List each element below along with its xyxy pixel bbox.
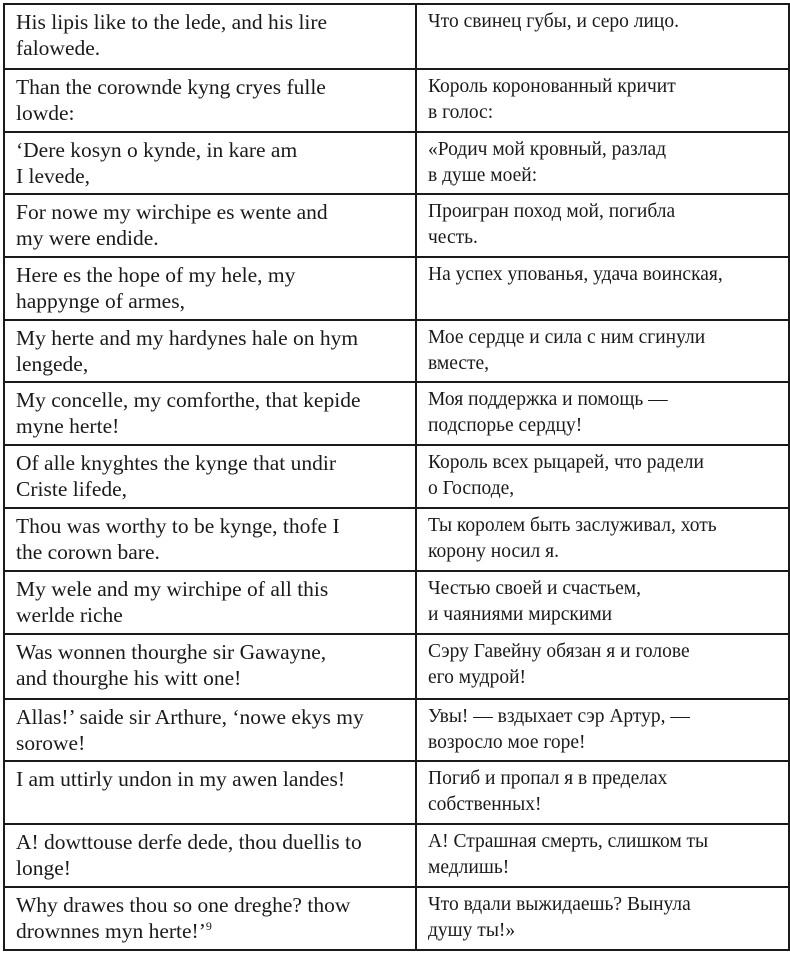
russian-verse-cell [416,761,789,824]
english-verse-line: happynge of armes, [16,289,185,313]
english-verse-cell [4,634,416,699]
english-verse-line: ‘Dere kosyn o kynde, in kare am [16,138,298,162]
english-verse-line: His lipis like to the lede, and his lire [16,10,328,34]
russian-verse-line: о Господе, [428,478,515,499]
english-verse-line: my were endide. [16,226,159,250]
russian-verse-cell [416,69,789,132]
verse-row [4,571,789,634]
russian-verse-line: подспорье сердцу! [428,415,583,436]
russian-verse-line: Мое сердце и сила с ним сгинули [428,327,706,348]
english-verse-cell [4,508,416,571]
russian-verse-line: возросло мое горе! [428,732,586,753]
english-verse-line: Why drawes thou so one dreghe? thow [16,893,351,917]
english-verse-cell [4,571,416,634]
english-verse-cell [4,257,416,320]
english-verse-line: Criste lifede, [16,477,128,501]
english-verse-line: falowede. [16,36,101,60]
russian-verse-line: Король коронованный кричит [428,76,676,97]
english-verse-line: My herte and my hardynes hale on hym [16,326,359,350]
verse-row [4,824,789,887]
russian-verse-line: и чаяниями мирскими [428,604,613,625]
english-verse-cell [4,699,416,761]
english-verse-line: sorowe! [16,731,86,755]
verse-row [4,382,789,445]
russian-verse-cell [416,571,789,634]
russian-verse-cell [416,4,789,69]
russian-verse-line: Погиб и пропал я в пределах [428,768,668,789]
russian-verse-cell [416,132,789,194]
russian-verse-line: Что вдали выжидаешь? Вынула [428,894,691,915]
russian-verse-line: собственных! [428,794,542,815]
russian-verse-cell [416,257,789,320]
russian-verse-cell [416,824,789,887]
english-verse-line: werlde riche [16,603,123,627]
russian-verse-line: Увы! — вздыхает сэр Артур, — [428,706,690,727]
verse-row [4,445,789,508]
verse-row [4,257,789,320]
verse-row [4,4,789,69]
verse-row [4,699,789,761]
russian-verse-cell [416,508,789,571]
english-verse-cell [4,320,416,382]
english-verse-line: Of alle knyghtes the kynge that undir [16,451,337,475]
russian-verse-line: душу ты!» [428,920,516,941]
russian-verse-line: честь. [428,227,478,248]
russian-verse-line: Проигран поход мой, погибла [428,201,676,222]
russian-verse-line: корону носил я. [428,541,560,562]
english-verse-line: Than the corownde kyng cryes fulle [16,75,326,99]
verse-row [4,69,789,132]
english-verse-line: myne herte! [16,414,120,438]
footnote-marker: 9 [205,919,212,933]
russian-verse-cell [416,194,789,257]
russian-verse-line: Что свинец губы, и серо лицо. [428,11,679,32]
verse-row [4,634,789,699]
russian-verse-line: в душе моей: [428,165,538,186]
russian-verse-line: Честью своей и счастьем, [428,578,641,599]
russian-verse-cell [416,320,789,382]
russian-verse-line: «Родич мой кровный, разлад [428,139,667,160]
russian-verse-cell [416,699,789,761]
verse-row [4,194,789,257]
english-verse-cell [4,194,416,257]
english-verse-cell [4,445,416,508]
verse-row [4,132,789,194]
english-verse-cell [4,4,416,69]
russian-verse-line: Сэру Гавейну обязан я и голове [428,641,690,662]
verse-row [4,761,789,824]
english-verse-cell [4,887,416,950]
english-verse-line: My wele and my wirchipe of all this [16,577,329,601]
english-verse-line: Thou was worthy to be kynge, thofe I [16,514,340,538]
russian-verse-line: медлишь! [428,857,510,878]
english-verse-cell [4,761,416,824]
verse-row [4,887,789,950]
russian-verse-cell [416,634,789,699]
russian-verse-line: Моя поддержка и помощь — [428,389,668,410]
russian-verse-line: Король всех рыцарей, что радели [428,452,704,473]
verse-row [4,508,789,571]
english-verse-line: drownnes myn herte!’$^9$ [16,919,212,943]
english-verse-line: My concelle, my comforthe, that kepide [16,388,361,412]
russian-verse-line: На успех упованья, удача воинская, [428,264,723,285]
english-verse-line: Allas!’ saide sir Arthure, ‘nowe ekys my [16,705,364,729]
english-verse-line: lengede, [16,352,89,376]
russian-verse-line: вместе, [428,353,490,374]
english-verse-line: I am uttirly undon in my awen landes! [16,767,345,791]
english-verse-cell [4,824,416,887]
russian-verse-line: Ты королем быть заслуживал, хоть [428,515,717,536]
english-verse-cell [4,69,416,132]
russian-verse-cell [416,887,789,950]
russian-verse-cell [416,382,789,445]
english-verse-line: Was wonnen thourghe sir Gawayne, [16,640,327,664]
english-verse-line: I levede, [16,164,91,188]
russian-verse-cell [416,445,789,508]
russian-verse-line: А! Страшная смерть, слишком ты [428,831,709,852]
russian-verse-line: его мудрой! [428,667,527,688]
english-verse-line: lowde: [16,101,75,125]
english-verse-line: Here es the hope of my hele, my [16,263,296,287]
english-verse-line: longe! [16,856,71,880]
english-verse-line: the corown bare. [16,540,160,564]
english-verse-line: For nowe my wirchipe es wente and [16,200,328,224]
english-verse-line: A! dowttouse derfe dede, thou duellis to [16,830,362,854]
verse-row [4,320,789,382]
english-verse-cell [4,132,416,194]
russian-verse-line: в голос: [428,102,494,123]
english-verse-line: and thourghe his witt one! [16,666,242,690]
english-verse-cell [4,382,416,445]
verse-table [3,3,790,951]
